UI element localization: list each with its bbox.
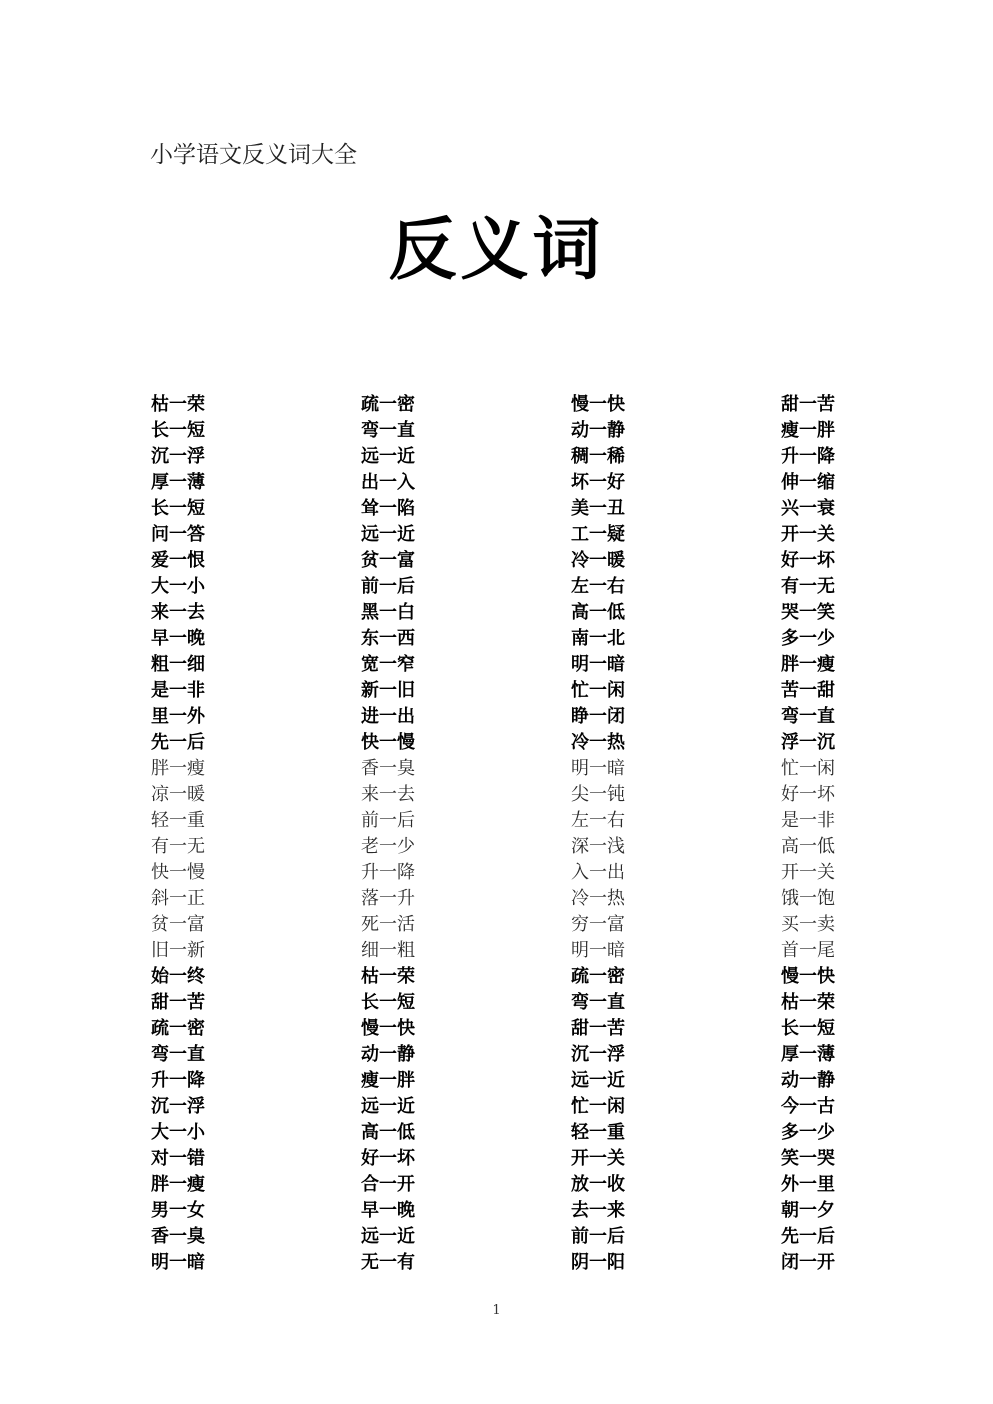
- antonym-pair: 远一近: [571, 1070, 625, 1091]
- antonym-pair: 沉一浮: [151, 446, 205, 467]
- antonym-pair: 合一开: [361, 1174, 415, 1195]
- antonym-pair: 始一终: [151, 966, 205, 987]
- antonym-pair: 南一北: [571, 628, 625, 649]
- antonym-pair: 进一出: [361, 706, 415, 727]
- antonym-pair: 高一低: [571, 602, 625, 623]
- antonym-pair: 忙一闲: [781, 758, 835, 779]
- antonym-pair: 美一丑: [571, 498, 625, 519]
- antonym-pair: 弯一直: [571, 992, 625, 1013]
- antonym-pair: 胖一瘦: [151, 1174, 205, 1195]
- antonym-row: [0, 886, 993, 912]
- antonym-pair: 多一少: [781, 628, 835, 649]
- antonym-pair: 黑一白: [361, 602, 415, 623]
- antonym-pair: 外一里: [781, 1174, 835, 1195]
- antonym-pair: 旧一新: [151, 940, 205, 961]
- antonym-row: [0, 548, 993, 574]
- antonym-pair: 快一慢: [361, 732, 415, 753]
- antonym-pair: 首一尾: [781, 940, 835, 961]
- antonym-pair: 长一短: [151, 420, 205, 441]
- antonym-pair: 长一短: [781, 1018, 835, 1039]
- antonym-row: [0, 652, 993, 678]
- antonym-row: [0, 704, 993, 730]
- antonym-row: [0, 782, 993, 808]
- antonym-pair: 远一近: [361, 1096, 415, 1117]
- antonym-pair: 是一非: [781, 810, 835, 831]
- antonym-pair: 慢一快: [781, 966, 835, 987]
- antonym-pair: 明一暗: [571, 758, 625, 779]
- antonym-pair: 工一疑: [571, 524, 625, 545]
- antonym-pair: 大一小: [151, 576, 205, 597]
- antonym-pair: 老一少: [361, 836, 415, 857]
- antonym-pair: 冷一热: [571, 888, 625, 909]
- antonym-pair: 厚一薄: [781, 1044, 835, 1065]
- antonym-pair: 对一错: [151, 1148, 205, 1169]
- antonym-pair: 慢一快: [571, 394, 625, 415]
- antonym-pair: 里一外: [151, 706, 205, 727]
- antonym-row: [0, 912, 993, 938]
- antonym-pair: 甜一苦: [151, 992, 205, 1013]
- antonym-pair: 远一近: [361, 446, 415, 467]
- antonym-pair: 细一粗: [361, 940, 415, 961]
- antonym-pair: 东一西: [361, 628, 415, 649]
- antonym-row: [0, 808, 993, 834]
- antonym-pair: 去一来: [571, 1200, 625, 1221]
- antonym-pair: 好一坏: [361, 1148, 415, 1169]
- antonym-pair: 问一答: [151, 524, 205, 545]
- antonym-pair: 新一旧: [361, 680, 415, 701]
- antonym-pair: 升一降: [151, 1070, 205, 1091]
- antonym-pair: 穷一富: [571, 914, 625, 935]
- antonym-pair: 出一入: [361, 472, 415, 493]
- antonym-pair: 开一关: [781, 524, 835, 545]
- antonym-pair: 长一短: [151, 498, 205, 519]
- antonym-pair: 笑一哭: [781, 1148, 835, 1169]
- antonym-row: [0, 392, 993, 418]
- antonym-pair: 朝一夕: [781, 1200, 835, 1221]
- antonym-row: [0, 1068, 993, 1094]
- antonym-pair: 高一低: [361, 1122, 415, 1143]
- antonym-pair: 早一晚: [151, 628, 205, 649]
- antonym-row: [0, 600, 993, 626]
- antonym-pair: 大一小: [151, 1122, 205, 1143]
- document-header: 小学语文反义词大全: [150, 142, 357, 168]
- antonym-pair: 弯一直: [781, 706, 835, 727]
- antonym-pair: 男一女: [151, 1200, 205, 1221]
- antonym-pair: 浮一沉: [781, 732, 835, 753]
- antonym-pair: 好一坏: [781, 550, 835, 571]
- antonym-pair: 动一静: [571, 420, 625, 441]
- antonym-pair: 沉一浮: [151, 1096, 205, 1117]
- antonym-pair: 阴一阳: [571, 1252, 625, 1273]
- antonym-pair: 香一臭: [151, 1226, 205, 1247]
- antonym-pair: 忙一闲: [571, 680, 625, 701]
- antonym-pair: 深一浅: [571, 836, 625, 857]
- antonym-pair: 坏一好: [571, 472, 625, 493]
- antonym-row: [0, 964, 993, 990]
- antonym-row: [0, 938, 993, 964]
- antonym-row: [0, 1042, 993, 1068]
- antonym-pair: 爱一恨: [151, 550, 205, 571]
- antonym-pair: 瘦一胖: [781, 420, 835, 441]
- antonym-pair: 贫一富: [151, 914, 205, 935]
- antonym-pair: 明一暗: [571, 654, 625, 675]
- antonym-pair: 远一近: [361, 1226, 415, 1247]
- antonym-pair: 快一慢: [151, 862, 205, 883]
- antonym-pair: 升一降: [781, 446, 835, 467]
- antonym-pair: 前一后: [361, 576, 415, 597]
- antonym-row: [0, 1224, 993, 1250]
- antonym-pair: 香一臭: [361, 758, 415, 779]
- antonym-row: [0, 1172, 993, 1198]
- antonym-row: [0, 990, 993, 1016]
- antonym-pair: 疏一密: [571, 966, 625, 987]
- page-number: 1: [492, 1303, 501, 1318]
- antonym-pair: 兴一衰: [781, 498, 835, 519]
- antonym-pair: 慢一快: [361, 1018, 415, 1039]
- antonym-pair: 疏一密: [361, 394, 415, 415]
- antonym-row: [0, 1198, 993, 1224]
- antonym-row: [0, 470, 993, 496]
- antonym-pair: 睁一闭: [571, 706, 625, 727]
- antonym-pair: 前一后: [361, 810, 415, 831]
- antonym-row: [0, 1016, 993, 1042]
- antonym-pair: 左一右: [571, 810, 625, 831]
- antonym-pair: 宽一窄: [361, 654, 415, 675]
- antonym-pair: 贫一富: [361, 550, 415, 571]
- antonym-pair: 瘦一胖: [361, 1070, 415, 1091]
- antonym-pair: 有一无: [781, 576, 835, 597]
- antonym-pair: 入一出: [571, 862, 625, 883]
- antonym-pair: 甜一苦: [781, 394, 835, 415]
- antonym-pair: 沉一浮: [571, 1044, 625, 1065]
- antonym-pair: 先一后: [151, 732, 205, 753]
- antonym-pair: 早一晚: [361, 1200, 415, 1221]
- antonym-pair: 先一后: [781, 1226, 835, 1247]
- antonym-pair: 是一非: [151, 680, 205, 701]
- antonym-pair: 疏一密: [151, 1018, 205, 1039]
- antonym-pair: 凉一暖: [151, 784, 205, 805]
- antonym-row: [0, 1250, 993, 1276]
- antonym-pair: 落一升: [361, 888, 415, 909]
- antonym-pair: 升一降: [361, 862, 415, 883]
- antonym-pair: 有一无: [151, 836, 205, 857]
- antonym-row: [0, 834, 993, 860]
- antonym-pair: 胖一瘦: [781, 654, 835, 675]
- antonym-row: [0, 756, 993, 782]
- antonym-pair: 左一右: [571, 576, 625, 597]
- antonym-pair: 开一关: [781, 862, 835, 883]
- antonym-row: [0, 860, 993, 886]
- antonym-pair: 饿一饱: [781, 888, 835, 909]
- antonym-row: [0, 730, 993, 756]
- antonym-pair: 斜一正: [151, 888, 205, 909]
- antonym-pair: 开一关: [571, 1148, 625, 1169]
- antonym-row: [0, 1120, 993, 1146]
- antonym-pair: 甜一苦: [571, 1018, 625, 1039]
- antonym-pair: 忙一闲: [571, 1096, 625, 1117]
- antonym-pair: 弯一直: [361, 420, 415, 441]
- antonym-pair: 厚一薄: [151, 472, 205, 493]
- antonym-pair: 哭一笑: [781, 602, 835, 623]
- antonym-pair: 弯一直: [151, 1044, 205, 1065]
- antonym-pair: 轻一重: [151, 810, 205, 831]
- antonym-pair: 轻一重: [571, 1122, 625, 1143]
- antonym-pair: 前一后: [571, 1226, 625, 1247]
- antonym-pair: 来一去: [361, 784, 415, 805]
- antonym-row: [0, 1146, 993, 1172]
- antonym-row: [0, 496, 993, 522]
- antonym-pair: 长一短: [361, 992, 415, 1013]
- antonym-pair: 远一近: [361, 524, 415, 545]
- antonym-pair: 闭一开: [781, 1252, 835, 1273]
- antonym-pair: 耸一陷: [361, 498, 415, 519]
- antonym-pair: 稠一稀: [571, 446, 625, 467]
- antonym-pair: 枯一荣: [151, 394, 205, 415]
- antonym-pair: 尖一钝: [571, 784, 625, 805]
- antonym-pair: 苦一甜: [781, 680, 835, 701]
- antonym-pair: 放一收: [571, 1174, 625, 1195]
- antonym-row: [0, 678, 993, 704]
- antonym-pair: 动一静: [361, 1044, 415, 1065]
- antonym-row: [0, 574, 993, 600]
- antonym-row: [0, 418, 993, 444]
- antonym-row: [0, 522, 993, 548]
- page-title: 反义词: [388, 210, 605, 290]
- antonym-row: [0, 444, 993, 470]
- antonym-pair: 高一低: [781, 836, 835, 857]
- antonym-pair: 好一坏: [781, 784, 835, 805]
- antonym-pair: 今一古: [781, 1096, 835, 1117]
- antonym-pair: 枯一荣: [361, 966, 415, 987]
- antonym-pair: 无一有: [361, 1252, 415, 1273]
- antonym-pair: 多一少: [781, 1122, 835, 1143]
- antonym-pair: 枯一荣: [781, 992, 835, 1013]
- antonym-pair: 动一静: [781, 1070, 835, 1091]
- antonym-pair: 冷一暖: [571, 550, 625, 571]
- antonym-pair: 冷一热: [571, 732, 625, 753]
- antonym-pair: 买一卖: [781, 914, 835, 935]
- antonym-pair: 来一去: [151, 602, 205, 623]
- antonym-pair: 死一活: [361, 914, 415, 935]
- antonym-pair: 明一暗: [151, 1252, 205, 1273]
- antonym-row: [0, 1094, 993, 1120]
- antonym-pair: 伸一缩: [781, 472, 835, 493]
- antonym-pair: 明一暗: [571, 940, 625, 961]
- antonym-pair: 胖一瘦: [151, 758, 205, 779]
- antonym-row: [0, 626, 993, 652]
- antonym-pair: 粗一细: [151, 654, 205, 675]
